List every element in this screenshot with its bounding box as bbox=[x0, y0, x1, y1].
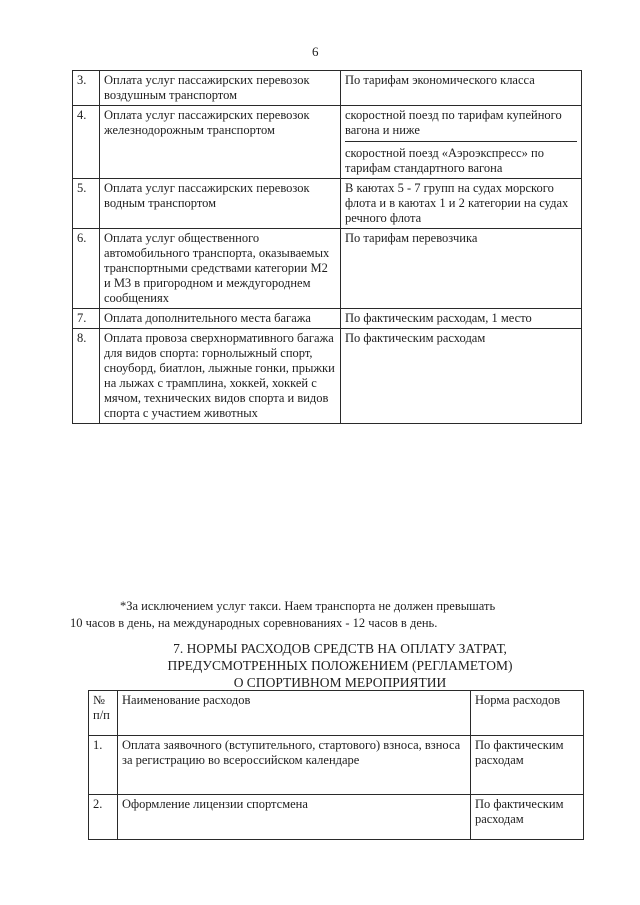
row-num: 7. bbox=[73, 309, 100, 329]
row-norm: По фактическим расходам bbox=[471, 736, 584, 795]
norm-text: В каютах 5 - 7 групп на судах морского флота и в каютах 1 и 2 категории на судах речного флота bbox=[345, 181, 569, 225]
regulation-expenses-table bbox=[88, 690, 584, 840]
row-norm bbox=[341, 329, 582, 424]
row-norm bbox=[341, 309, 582, 329]
table-row bbox=[89, 736, 584, 795]
row-name: Оплата услуг пассажирских перевозок водным транспортом bbox=[100, 179, 341, 229]
footnote-line-2: 10 часов в день, на международных соревнованиях - 12 часов в день. bbox=[70, 616, 438, 630]
footnote bbox=[70, 598, 580, 632]
row-name: Оформление лицензии спортсмена bbox=[118, 795, 471, 840]
row-name: Оплата услуг пассажирских перевозок воздушным транспортом bbox=[100, 71, 341, 106]
row-num: 6. bbox=[73, 229, 100, 309]
row-norm bbox=[341, 71, 582, 106]
section-heading bbox=[110, 640, 570, 691]
row-norm: По фактическим расходам bbox=[471, 795, 584, 840]
table-row bbox=[73, 179, 582, 229]
row-name: Оплата услуг пассажирских перевозок железнодорожным транспортом bbox=[100, 106, 341, 179]
table-row bbox=[73, 309, 582, 329]
norm-text: По тарифам экономического класса bbox=[345, 73, 535, 87]
transport-expenses-table bbox=[72, 70, 582, 424]
header-num: № п/п bbox=[89, 691, 118, 736]
row-name: Оплата заявочного (вступительного, стартового) взноса, взноса за регистрацию во всероссийском календаре bbox=[118, 736, 471, 795]
row-norm bbox=[341, 106, 582, 179]
row-norm bbox=[341, 179, 582, 229]
row-name: Оплата услуг общественного автомобильного транспорта, оказываемых транспортными средствами категории М2 и М3 в пригородном и междугороднем сообщениях bbox=[100, 229, 341, 309]
table-header-row bbox=[89, 691, 584, 736]
section-heading-line-1: 7. НОРМЫ РАСХОДОВ СРЕДСТВ НА ОПЛАТУ ЗАТРАТ, bbox=[173, 641, 507, 656]
row-name: Оплата дополнительного места багажа bbox=[100, 309, 341, 329]
table-row bbox=[73, 229, 582, 309]
row-num: 5. bbox=[73, 179, 100, 229]
norm-text: По фактическим расходам bbox=[345, 331, 486, 345]
norm-text: По фактическим расходам, 1 место bbox=[345, 311, 532, 325]
header-name: Наименование расходов bbox=[118, 691, 471, 736]
footnote-line-1: *За исключением услуг такси. Наем транспорта не должен превышать bbox=[120, 599, 496, 613]
norm-text: скоростной поезд по тарифам купейного вагона и ниже bbox=[345, 108, 577, 142]
section-heading-line-3: О СПОРТИВНОМ МЕРОПРИЯТИИ bbox=[233, 675, 447, 690]
row-norm bbox=[341, 229, 582, 309]
row-num: 3. bbox=[73, 71, 100, 106]
table-row bbox=[73, 71, 582, 106]
section-heading-line-2: ПРЕДУСМОТРЕННЫХ ПОЛОЖЕНИЕМ (РЕГЛАМЕТОМ) bbox=[167, 658, 513, 673]
norm-text: По тарифам перевозчика bbox=[345, 231, 478, 245]
row-num: 4. bbox=[73, 106, 100, 179]
row-name: Оплата провоза сверхнормативного багажа для видов спорта: горнолыжный спорт, сноуборд, биатлон, лыжные гонки, прыжки на лыжах с трамплина, хоккей, хоккей с мячом, технических видов спорта и видов спорта с участием животных bbox=[100, 329, 341, 424]
page-number: 6 bbox=[312, 44, 319, 59]
table-row bbox=[73, 329, 582, 424]
row-num: 1. bbox=[89, 736, 118, 795]
table-row bbox=[73, 106, 582, 179]
table-row bbox=[89, 795, 584, 840]
row-num: 2. bbox=[89, 795, 118, 840]
row-num: 8. bbox=[73, 329, 100, 424]
norm-text: скоростной поезд «Аэроэкспресс» по тарифам стандартного вагона bbox=[345, 146, 544, 175]
header-norm: Норма расходов bbox=[471, 691, 584, 736]
